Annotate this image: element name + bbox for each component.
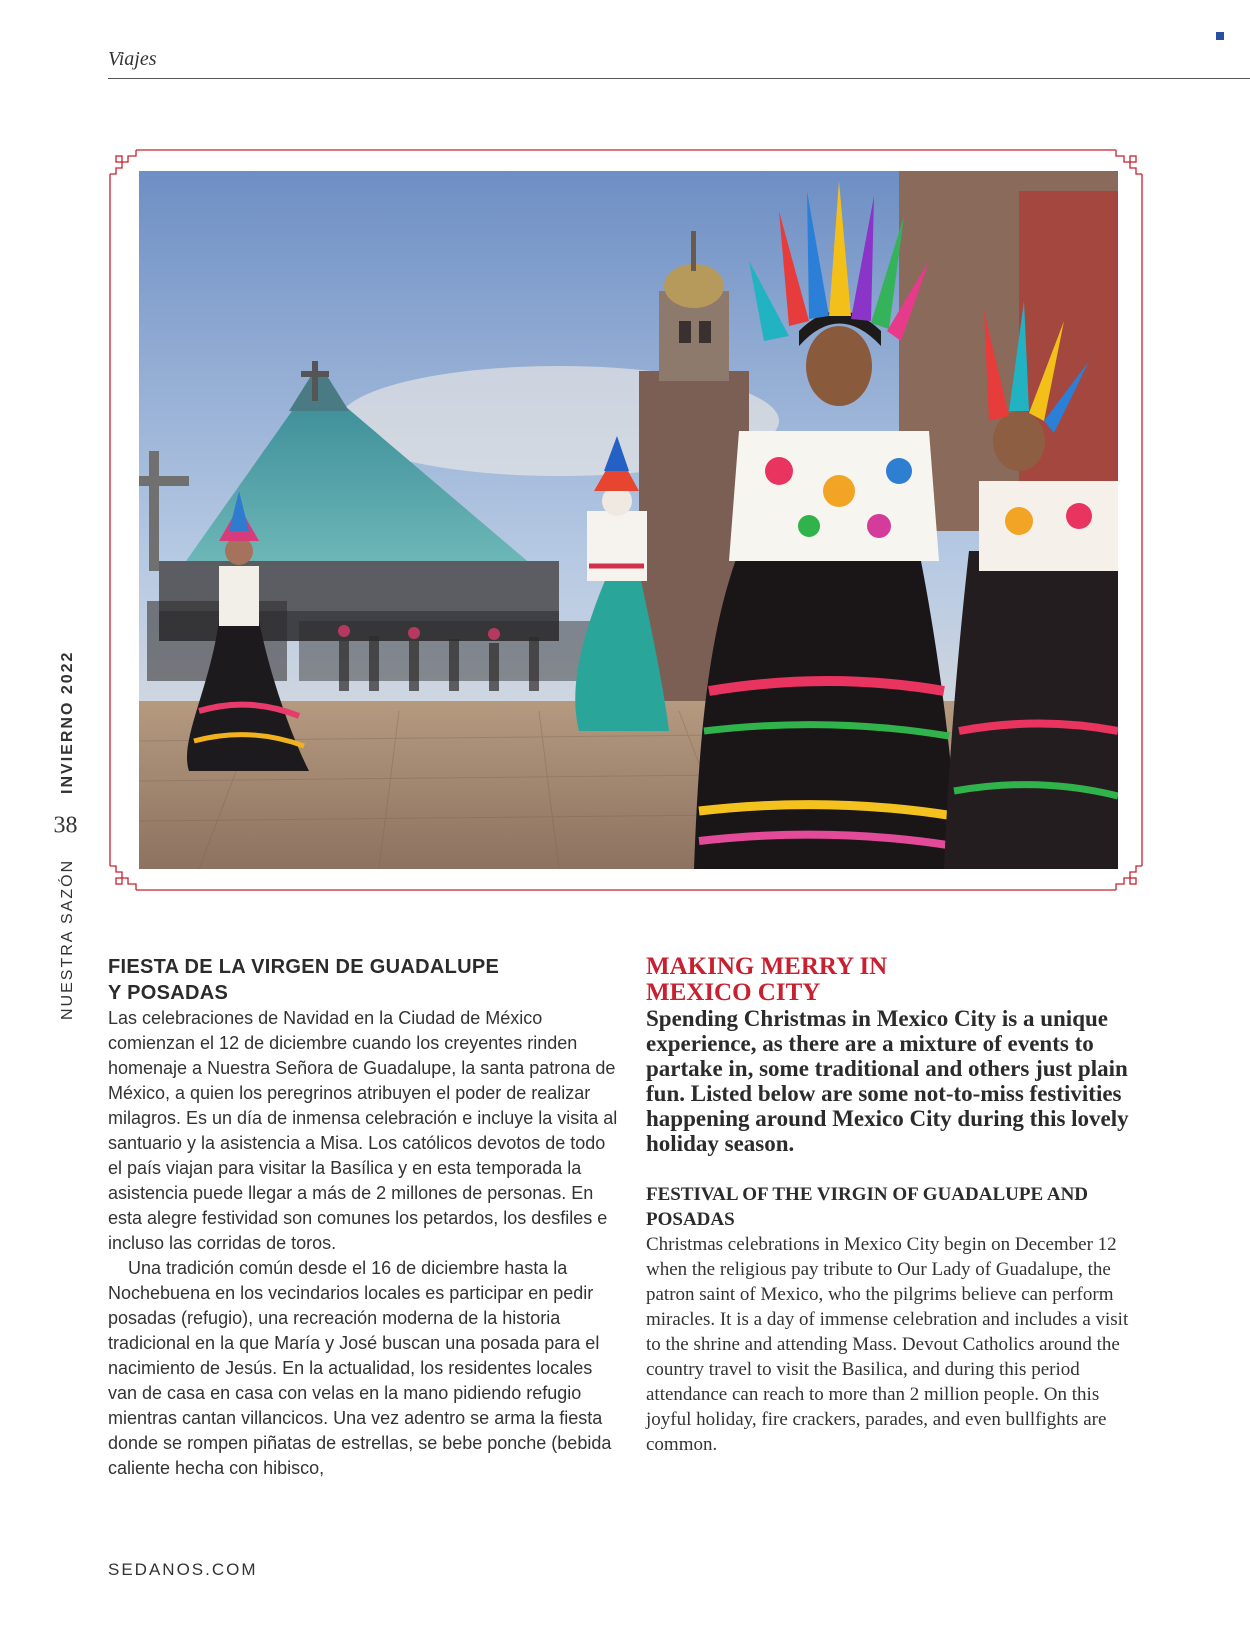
- footer-website: SEDANOS.COM: [108, 1560, 258, 1579]
- english-title: [646, 954, 1146, 1006]
- page-number: 38: [53, 812, 78, 839]
- issue-label: INVIERNO 2022: [59, 650, 76, 794]
- english-article: [646, 954, 1146, 1457]
- header-rule: [108, 78, 1250, 79]
- spanish-article: [108, 954, 618, 1481]
- english-subheading: FESTIVAL OF THE VIRGIN OF GUADALUPE AND POSADAS: [646, 1184, 1089, 1230]
- side-running-text: [52, 651, 79, 1020]
- spanish-heading-line-2: Y POSADAS: [108, 982, 229, 1004]
- english-title-line-2: MEXICO CITY: [646, 979, 821, 1006]
- spanish-heading: [108, 954, 618, 1006]
- corner-color-mark: [1216, 32, 1224, 40]
- spanish-heading-line-1: FIESTA DE LA VIRGEN DE GUADALUPE: [108, 956, 500, 978]
- english-lead: Spending Christmas in Mexico City is a unique experience, as there are a mixture of events to partake in, some traditional and others just plain fun. Listed below are some not-to-miss festivities happening around Mexico City during this lovely holiday season.: [646, 1006, 1129, 1156]
- festival-photo: [139, 171, 1118, 869]
- english-title-line-1: MAKING MERRY IN: [646, 953, 888, 980]
- spanish-paragraph-1: Las celebraciones de Navidad en la Ciudad de México comienzan el 12 de diciembre cuando los creyentes rinden homenaje a Nuestra Señora de Guadalupe, la santa patrona de México, a quien los peregrinos atribuyen el poder de realizar milagros. Es un día de inmensa celebración e incluye la visita al santuario y la asistencia a Misa. Los católicos devotos de todo el país viajan para visitar la Basílica y en esta temporada la asistencia puede llegar a más de 2 millones de personas. En esta alegre festividad son comunes los petardos, los desfiles e incluso las corridas de toros.: [108, 1008, 618, 1253]
- section-label: Viajes: [108, 48, 157, 70]
- magazine-name: NUESTRA SAZÓN: [59, 858, 76, 1020]
- english-body: Christmas celebrations in Mexico City begin on December 12 when the religious pay tribute to Our Lady of Guadalupe, the patron saint of Mexico, who the pilgrims believe can perform miracles. It is a day of immense celebration and includes a visit to the shrine and attending Mass. Devout Catholics around the country travel to visit the Basilica, and during this period attendance can reach to more than 2 million people. On this joyful holiday, fire crackers, parades, and even bullfights are common.: [646, 1234, 1129, 1455]
- spanish-paragraph-2: Una tradición común desde el 16 de diciembre hasta la Nochebuena en los vecindarios locales es participar en pedir posadas (refugio), una recreación moderna de la historia tradicional en la que María y José buscan una posada para el nacimiento de Jesús. En la actualidad, los residentes locales van de casa en casa con velas en la mano pidiendo refugio mientras cantan villancicos. Una vez adentro se arma la fiesta donde se rompen piñatas de estrellas, se bebe ponche (bebida caliente hecha con hibisco,: [108, 1258, 612, 1478]
